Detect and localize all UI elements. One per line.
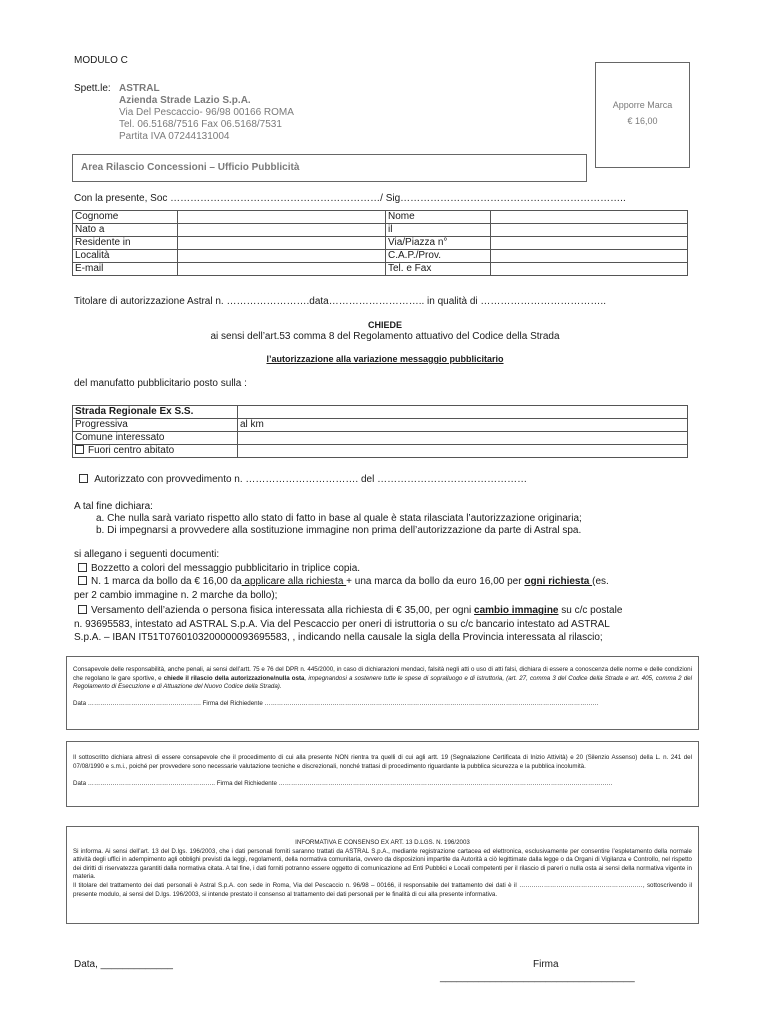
field-value[interactable]	[178, 263, 386, 276]
liability-text-a: Consapevole delle responsabilità, anche penali, ai sensi dell’artt. 75 e 76 del DPR n. 445/2000, in caso di dichiarazioni mendaci, falsità negli atti o uso di atti falsi, dichiara di essere a conoscenza delle norme e delle condizioni che regolano le gare sportive, e	[73, 666, 692, 682]
addressee-line-1: ASTRAL	[119, 83, 160, 94]
field-label: C.A.P./Prov.	[386, 250, 491, 263]
addressee-line-3: Via Del Pescaccio- 96/98 00166 ROMA	[119, 107, 294, 118]
field-label: E-mail	[73, 263, 178, 276]
table-row	[73, 211, 688, 224]
field-label	[73, 445, 238, 458]
field-label: Località	[73, 250, 178, 263]
field-value[interactable]	[491, 224, 688, 237]
request-legal-basis: ai sensi dell’art.53 comma 8 del Regolamento attuativo del Codice della Strada	[210, 331, 560, 342]
checkbox[interactable]	[78, 576, 87, 585]
addressee-label: Spett.le:	[74, 83, 111, 94]
table-row	[73, 432, 688, 445]
field-value[interactable]	[178, 250, 386, 263]
road-table	[72, 405, 688, 458]
liability-box	[66, 656, 699, 730]
field-value[interactable]	[238, 432, 688, 445]
footer-date[interactable]: Data, _____________	[74, 959, 173, 970]
procedure-box	[66, 741, 699, 807]
field-label: Cognome	[73, 211, 178, 224]
table-row	[73, 263, 688, 276]
field-value[interactable]	[178, 211, 386, 224]
attachment-2-a: N. 1 marca da bollo da € 16,00 da	[91, 576, 242, 587]
checkbox[interactable]	[78, 605, 87, 614]
company-line[interactable]: Con la presente, Soc ………………………………………………………/ Sig…………………………………………………………..	[74, 193, 626, 204]
privacy-text-2: Il titolare del trattamento dei dati personali è Astral S.p.A. con sede in Roma, Via del Pescaccio n. 96/98 – 00166, il responsabile del trattamento dei dati è il ……………………………………………………, sottoscrivendo il presente modulo, ai sensi del D.lgs. 196/2003, si intende prestato il consenso al trattamento dei dati personali per le finalità di cui alla presente informativa.	[73, 881, 692, 898]
request-object: l’autorizzazione alla variazione messaggio pubblicitario	[266, 354, 504, 364]
table-row	[73, 250, 688, 263]
privacy-box	[66, 826, 699, 924]
office-name: Area Rilascio Concessioni – Ufficio Pubblicità	[81, 162, 300, 173]
attachment-2-e: (es.	[592, 576, 609, 587]
attachment-2-d: ogni richiesta	[524, 576, 593, 587]
addressee-line-4: Tel. 06.5168/7516 Fax 06.5168/7531	[119, 119, 282, 130]
table-row	[73, 237, 688, 250]
privacy-title: INFORMATIVA E CONSENSO EX ART. 13 D.LGS. N. 196/2003	[295, 839, 470, 846]
field-label: Strada Regionale Ex S.S.	[73, 406, 238, 419]
field-value[interactable]	[238, 445, 688, 458]
attachment-2-c: + una marca da bollo da euro 16,00 per	[346, 576, 525, 587]
field-value[interactable]	[178, 237, 386, 250]
declarations	[74, 501, 582, 537]
field-label: Tel. e Fax	[386, 263, 491, 276]
field-value[interactable]: al km	[238, 419, 688, 432]
addressee-line-5: Partita IVA 07244131004	[119, 131, 230, 142]
table-row	[73, 419, 688, 432]
stamp-amount: € 16,00	[627, 116, 658, 126]
liability-signature-line[interactable]: Data ………………………………………………. Firma del Richiedente ………………………………………………………………………………………………………………………………………………	[73, 699, 599, 707]
procedure-text: Il sottoscritto dichiara altresì di essere consapevole che il procedimento di cui alla presente NON rientra tra quelli di cui agli artt. 19 (Segnalazione Certificata di Inizio Attività) e 20 (Silenzio Assenso) della L. n. 241 del 07/08/1990 e s.m.i., poiché per provvedere sono necessarie valutazione tecniche e discrezionali, nonché trattasi di procedimento riguardante la pubblica sicurezza e la pubblica incolumità.	[73, 754, 692, 770]
table-row	[73, 445, 688, 458]
addressee-line-2: Azienda Strade Lazio S.p.A.	[119, 95, 251, 106]
attachment-2-b: applicare alla richiesta	[241, 576, 347, 587]
license-line[interactable]: Titolare di autorizzazione Astral n. …………………….data……………………….. in qualità di ………………………………..	[74, 296, 606, 307]
request-title: CHIEDE	[367, 320, 402, 330]
field-label: Via/Piazza n°	[386, 237, 491, 250]
field-label: Progressiva	[73, 419, 238, 432]
table-row	[73, 406, 688, 419]
attachment-2-line2: per 2 cambio immagine n. 2 marche da bollo);	[74, 589, 278, 601]
attachments-intro: si allegano i seguenti documenti:	[74, 549, 220, 560]
manufatto-line: del manufatto pubblicitario posto sulla :	[74, 378, 247, 389]
attachments	[74, 548, 699, 645]
footer-signature-label: Firma	[533, 959, 559, 970]
procedure-signature-line[interactable]: Data …………………………………………………….. Firma del Richiedente ………………………………………………………………………………………………………………………………………………	[73, 780, 613, 788]
liability-text	[73, 666, 692, 692]
declaration-a: a. Che nulla sarà variato rispetto allo stato di fatto in base al quale è stata rilasciata l’autorizzazione originaria;	[96, 513, 582, 524]
table-row	[73, 224, 688, 237]
field-value[interactable]	[238, 406, 688, 419]
field-value[interactable]	[491, 211, 688, 224]
field-label: Residente in	[73, 237, 178, 250]
checkbox[interactable]	[78, 563, 87, 572]
checkbox[interactable]	[79, 474, 88, 483]
applicant-table	[72, 210, 688, 276]
footer-signature-line[interactable]: ___________________________________	[440, 972, 635, 983]
checkbox-label: Fuori centro abitato	[88, 445, 175, 456]
authorized-line: Autorizzato con provvedimento n. ……………………………. del ………………………………………	[94, 474, 528, 485]
attachment-3-a: Versamento dell’azienda o persona fisica interessata alla richiesta di € 35,00, per ogni	[91, 605, 475, 616]
form-code: MODULO C	[74, 55, 128, 66]
field-label: il	[386, 224, 491, 237]
liability-text-bold: chiede il rilascio della autorizzazione/nulla osta	[163, 674, 305, 682]
field-value[interactable]	[491, 237, 688, 250]
field-value[interactable]	[491, 263, 688, 276]
privacy-text: Si informa. Ai sensi dell’art. 13 del D.lgs. 196/2003, che i dati personali forniti saranno trattati da ASTRAL S.p.A., mediante registrazione cartacea ed elettronica, esclusivamente per consentire l’espletamento della normale attività degli uffici in adempimento agli obblighi previsti da leggi, regolamenti, della normativa comunitaria, ovvero da disposizioni impartite da Autorità a ciò legittimate dalla legge o da Organi di Vigilanza e Controllo, nel rispetto dei diritti di riservatezza garantiti dalla normativa citata. A tal fine, i dati forniti potranno essere oggetto di comunicazione ad Enti Pubblici e Locali competenti per il rilascio di pareri o nulla osta ai sensi della normativa vigente in materia.	[73, 847, 692, 881]
field-value[interactable]	[178, 224, 386, 237]
field-label: Nome	[386, 211, 491, 224]
attachment-1: Bozzetto a colori del messaggio pubblicitario in triplice copia.	[91, 562, 361, 574]
attachment-3-line3: S.p.A. – IBAN IT51T0760103200000093695583, , indicando nella causale la sigla della Provincia interessata al rilascio;	[74, 632, 603, 643]
authorized-row	[79, 474, 527, 485]
liability-text-b: , impegnandosi a sostenere tutte le spese di sopralluogo e di istruttoria, (art. 27, comma 3 del Codice della Strada e art. 405, comma 2 del Regolamento di Esecuzione e di Attuazione del Nuovo Codice della Strada).	[73, 674, 692, 691]
attachment-3-b: cambio immagine	[474, 605, 559, 616]
declaration-b: b. Di impegnarsi a provvedere alla sostituzione immagine non prima dell’autorizzazione da parte di Astral spa.	[96, 525, 582, 536]
field-value[interactable]	[491, 250, 688, 263]
field-label: Comune interessato	[73, 432, 238, 445]
attachment-3-c: su c/c postale	[558, 605, 623, 616]
attachment-3-line2: n. 93695583, intestato ad ASTRAL S.p.A. Via del Pescaccio per oneri di istruttoria o su c/c bancario intestato ad ASTRAL	[74, 618, 610, 630]
stamp-box	[595, 62, 690, 168]
checkbox[interactable]	[75, 445, 84, 454]
field-label: Nato a	[73, 224, 178, 237]
stamp-label: Apporre Marca	[612, 100, 673, 110]
office-box	[72, 154, 587, 182]
addressee-block	[119, 83, 294, 143]
declarations-intro: A tal fine dichiara:	[74, 501, 153, 512]
